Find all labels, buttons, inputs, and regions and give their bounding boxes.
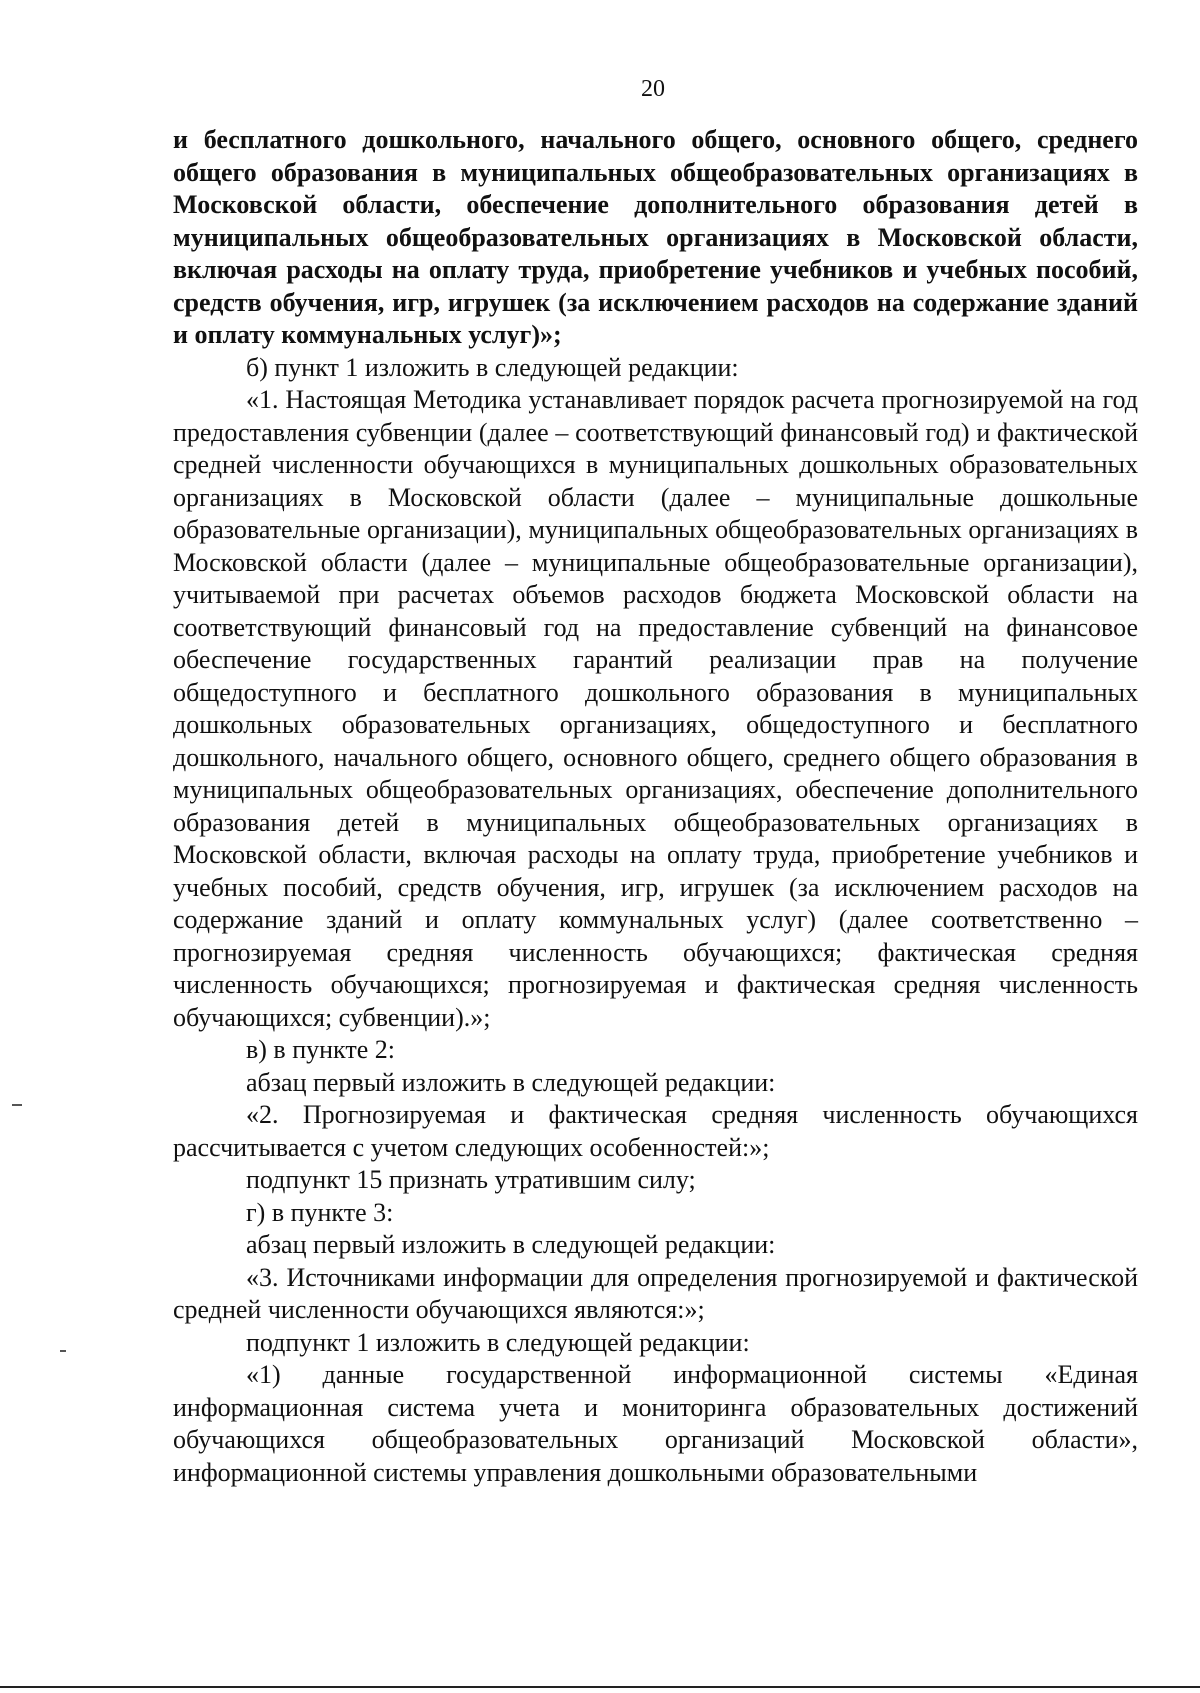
paragraph-subclause-15-repeal: подпункт 15 признать утратившим силу; <box>246 1165 696 1194</box>
document-body <box>173 124 1138 1489</box>
paragraph-first-subparagraph-note: абзац первый изложить в следующей редакции: <box>246 1067 776 1097</box>
paragraph-item-b-intro: б) пункт 1 изложить в следующей редакции: <box>246 352 739 382</box>
paragraph-amendment-tail: и бесплатного дошкольного, начального общего, основного общего, среднего общего образования в муниципальных общеобразовательных организациях в Московской области, обеспечение дополнительного образования детей в муниципальных общеобразовательных организациях в Московской области, включая расходы на оплату труда, приобретение учебников и учебных пособий, средств обучения, игр, игрушек (за исключением расходов на содержание зданий и оплату коммунальных услуг)»; <box>173 125 1138 349</box>
paragraph-item-v-intro: в) в пункте 2: <box>246 1035 395 1064</box>
paragraph-item-g-intro: г) в пункте 3: <box>246 1197 394 1227</box>
paragraph-subclause-1-intro: подпункт 1 изложить в следующей редакции: <box>246 1327 750 1357</box>
page-number: 20 <box>641 76 665 102</box>
paragraph-first-subparagraph-note-2: абзац первый изложить в следующей редакции: <box>246 1230 776 1259</box>
paragraph-subclause-1-text: «1) данные государственной информационной системы «Единая информационная система учета и мониторинга образовательных достижений обучающихся общеобразовательных организаций Московской области», информационной системы управления дошкольными образовательными <box>173 1360 1138 1487</box>
paragraph-clause-3: «3. Источниками информации для определения прогнозируемой и фактической средней численности обучающихся являются:»; <box>173 1262 1138 1324</box>
scan-artifact-mark <box>12 1104 22 1106</box>
scan-artifact-mark <box>60 1350 66 1352</box>
paragraph-clause-2: «2. Прогнозируемая и фактическая средняя численность обучающихся рассчитывается с учетом следующих особенностей:»; <box>173 1100 1138 1162</box>
paragraph-clause-1: «1. Настоящая Методика устанавливает порядок расчета прогнозируемой на год предоставления субвенции (далее – соответствующий финансовый год) и фактической средней численности обучающихся в муниципальных дошкольных образовательных организациях в Московской области (далее – муниципальные дошкольные образовательные организации), муниципальных общеобразовательных организациях в Московской области (далее – муниципальные общеобразовательные организации), учитываемой при расчетах объемов расходов бюджета Московской области на соответствующий финансовый год на предоставление субвенций на финансовое обеспечение государственных гарантий реализации прав на получение общедоступного и бесплатного дошкольного образования в муниципальных дошкольных образовательных организациях, общедоступного и бесплатного дошкольного, начального общего, основного общего, среднего общего образования в муниципальных общеобразовательных организациях, обеспечение дополнительного образования детей в муниципальных общеобразовательных организациях в Московской области, включая расходы на оплату труда, приобретение учебников и учебных пособий, средств обучения, игр, игрушек (за исключением расходов на содержание зданий и оплату коммунальных услуг) (далее соответственно – прогнозируемая средняя численность обучающихся; фактическая средняя численность обучающихся; прогнозируемая и фактическая средняя численность обучающихся; субвенции).»; <box>173 385 1138 1032</box>
scan-bottom-edge <box>0 1686 1200 1688</box>
